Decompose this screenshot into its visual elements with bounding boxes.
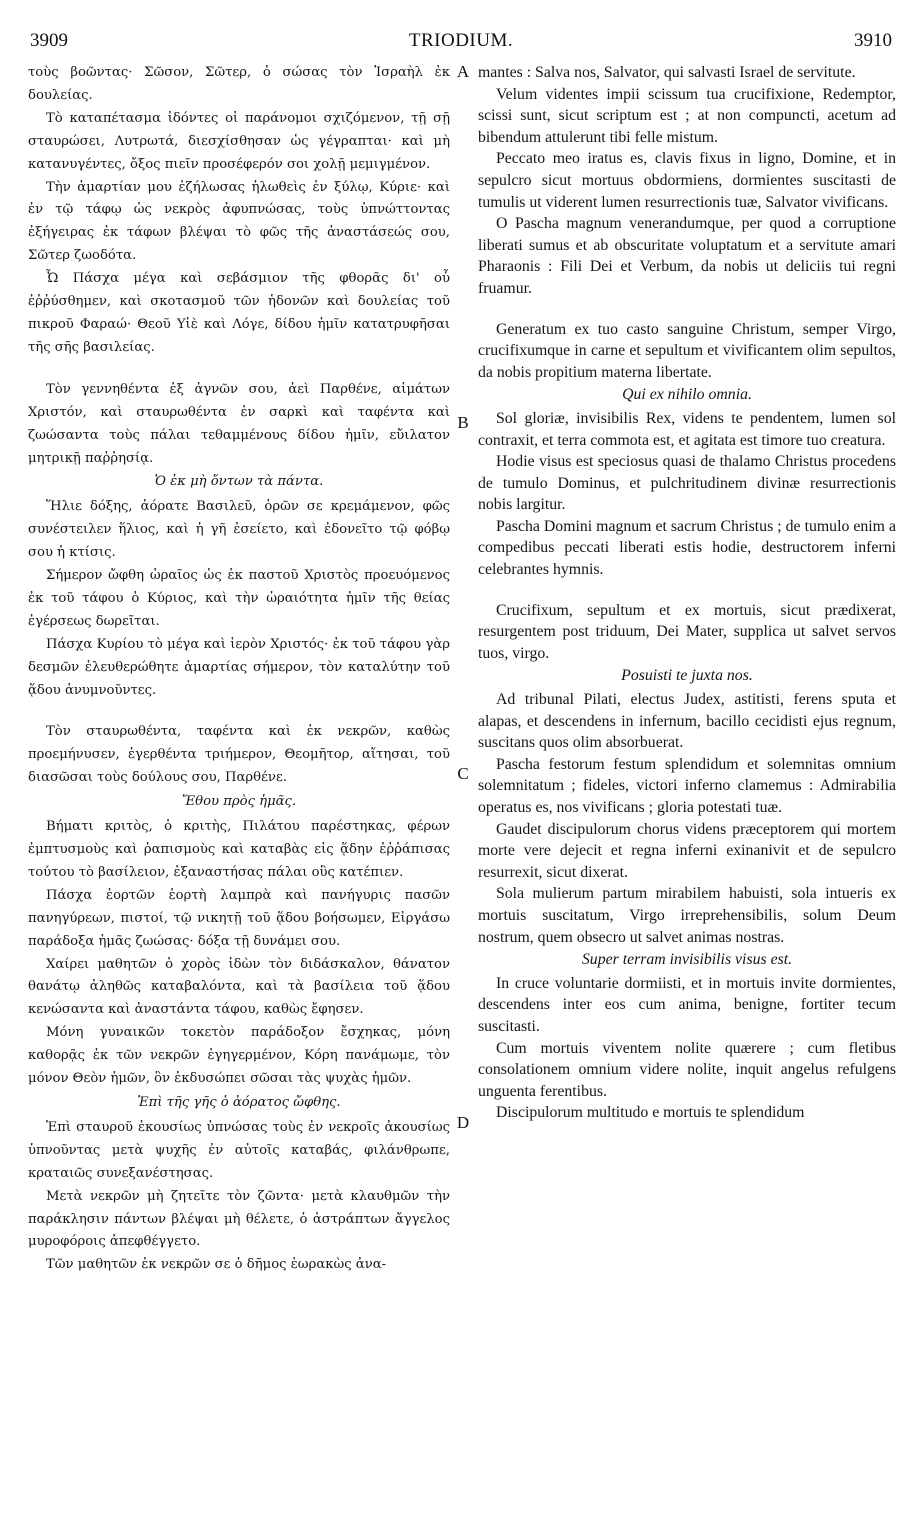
greek-troparion: Ὦ Πάσχα μέγα καὶ σεβάσμιον τῆς φθορᾶς δι' οὗ ἐῤῥύσθημεν, καὶ σκοτασμοῦ τῶν ἡδονῶν καὶ δουλείας τοῦ πικροῦ Φαραώ· Θεοῦ Υἱὲ καὶ Λόγε, δίδου ἡμῖν κατατρυφῆσαι τῆς σῆς βασιλείας. xyxy=(28,271,450,355)
latin-troparion: Sola mulierum partum mirabilem habuisti, sola intueris ex mortuis suscitatum, Virgo irreprehensibilis, solum Deum nostrum, quem obsecro ut salvet animas nostras. xyxy=(478,885,896,946)
latin-troparion: mantes : Salva nos, Salvator, qui salvasti Israel de servitute. xyxy=(478,64,856,81)
latin-troparion: Cum mortuis viventem nolite quærere ; cum fletibus consolationem omnium videre nolite, inquit angelus refulgens unguenta ferentibus. xyxy=(478,1039,896,1100)
greek-troparion: Τὸ καταπέτασμα ἰδόντες οἱ παράνομοι σχιζόμενον, τῇ σῇ σταυρώσει, Λυτρωτά, διεσχίσθησαν ὡς γέγραπται· καὶ μὴ κατανυγέντες, ὄξος πιεῖν προσέφερόν σοι χολῇ μεμιγμένον. xyxy=(28,110,450,172)
greek-hirmos-heading: Ὁ ἐκ μὴ ὄντων τὰ πάντα. xyxy=(154,474,324,490)
greek-stanza-gap xyxy=(28,702,450,721)
latin-troparion: Pascha Domini magnum et sacrum Christus ; de tumulo enim a compedibus peccati liberati estis hodie, destructorem inferni celebrantes hymnis. xyxy=(478,517,896,579)
greek-troparion: Τὸν σταυρωθέντα, ταφέντα καὶ ἐκ νεκρῶν, καθὼς προεμήνυσεν, ἐγερθέντα τριήμερον, Θεομῆτορ, αἴτησαι, τοῦ διασῶσαι τοὺς δούλους σου, Παρθένε. xyxy=(28,724,450,786)
latin-troparion: Ad tribunal Pilati, electus Judex, astitisti, ferens sputa et alapas, et descendens in infernum, bacillo cecidisti ejus regnum, suscitans quos olim absorbuerat. xyxy=(478,691,896,752)
latin-troparion: Sol gloriæ, invisibilis Rex, videns te pendentem, lumen sol contraxit, et terra commota est, et agitata est timore tuo creatura. xyxy=(478,409,896,449)
greek-troparion: Πάσχα Κυρίου τὸ μέγα καὶ ἱερὸν Χριστός· ἐκ τοῦ τάφου γὰρ δεσμῶν ἐλευθερώθητε ἁμαρτίας σήμερον, τὸν καταλύτην τοῦ ᾅδου ἀνυμνοῦντες. xyxy=(28,636,450,698)
running-header xyxy=(30,30,892,56)
latin-troparion: Peccato meo iratus es, clavis fixus in ligno, Domine, et in sepulcro sicut mortuus obdormiens, dormientes suscitasti de tumulis ut viderent lumen resurrectionis tuæ, Salvator vivificans. xyxy=(478,150,896,211)
latin-hirmos-heading: Super terram invisibilis visus est. xyxy=(581,951,793,969)
latin-troparion: Generatum ex tuo casto sanguine Christum, semper Virgo, crucifixumque in carne et sepultum et vivificantem olim sepultos, da nobis propitium materna libertate. xyxy=(478,320,896,381)
greek-troparion: Χαίρει μαθητῶν ὁ χορὸς ἰδὼν τὸν διδάσκαλον, θάνατον θανάτῳ ἀληθῶς καταβαλόντα, καὶ τὰ βασίλεια τοῦ ᾅδου κενώσαντα καὶ ἀναστάντα τάφου, καθὼς ἔφησεν. xyxy=(28,956,450,1018)
greek-stanza-gap xyxy=(28,360,450,379)
greek-troparion: Πάσχα ἑορτῶν ἑορτὴ λαμπρὰ καὶ πανήγυρις πασῶν πανηγύρεων, πιστοί, τῷ νικητῇ τοῦ ᾅδου βοήσωμεν, Εἰργάσω παράδοξα ἡμᾶς ζωώσας· δόξα τῇ δυνάμει σου. xyxy=(28,887,450,949)
greek-troparion: Βήματι κριτὸς, ὁ κριτὴς, Πιλάτου παρέστηκας, φέρων ἐμπτυσμοὺς καὶ ῥαπισμοὺς καὶ καταβὰς εἰς ᾅδην ἐῤῥάπισας τούτου τὸ βασίλειον, ἐξαναστήσας πάλαι οὓς κατέπιεν. xyxy=(28,819,450,880)
latin-troparion: Discipulorum multitudo e mortuis te splendidum xyxy=(496,1104,805,1122)
greek-troparion: Σήμερον ὤφθη ὡραῖος ὡς ἐκ παστοῦ Χριστὸς προευόμενος ἐκ τοῦ τάφου ὁ Κύριος, καὶ τὴν ὡραιότητα ἡμῖν τῆς θείας ἐγέρσεως δωρεῖται. xyxy=(28,568,450,629)
greek-troparion: Τὴν ἁμαρτίαν μου ἐζήλωσας ἡλωθεὶς ἐν ξύλῳ, Κύριε· καὶ ἐν τῷ τάφῳ ὡς νεκρὸς ἀφυπνώσας, τοὺς ὑπνώττοντας ἐξήγειρας ἐκ τάφων βλέψαι τὸ φῶς τῆς ἀναστάσεώς σου, Σῶτερ ζωοδότα. xyxy=(28,179,450,264)
greek-hirmos-heading: Ἔθου πρὸς ἡμᾶς. xyxy=(181,794,297,810)
greek-troparion: τοὺς βοῶντας· Σῶσον, Σῶτερ, ὁ σώσας τὸν Ἰσραὴλ ἐκ δουλείας. xyxy=(28,65,450,103)
latin-troparion: In cruce voluntarie dormiisti, et in mortuis invite dormientes, descendens inter eos cum anima, benigne, fortiter tecum suscitasti. xyxy=(478,974,896,1035)
page-number-right: 3910 xyxy=(854,30,892,51)
latin-hirmos-heading: Posuisti te juxta nos. xyxy=(621,667,753,685)
latin-troparion: O Pascha magnum venerandumque, per quod a corruptione liberati sumus et ab obscuritate voluptatum et a servitute amari Pharaonis : Fili Dei et Verbum, da nobis ut deliciis tui regni fruamur. xyxy=(478,215,896,297)
latin-stanza-gap xyxy=(478,581,896,600)
greek-troparion: Ἐπὶ σταυροῦ ἑκουσίως ὑπνώσας τοὺς ἐν νεκροῖς ἀκουσίως ὑπνοῦντας μετὰ ψυχῆς ἐν αὐτοῖς καταβάς, φιλάνθρωπε, κραταιῶς συνεξανέστησας. xyxy=(28,1119,450,1181)
page-number-left: 3909 xyxy=(30,30,68,51)
greek-troparion: Ἥλιε δόξης, ἀόρατε Βασιλεῦ, ὁρῶν σε κρεμάμενον, φῶς συνέστειλεν ἥλιος, καὶ ἡ γῆ ἐσείετο, καὶ ἐδονεῖτο τῷ φόβῳ σου ἡ κτίσις. xyxy=(28,499,450,561)
section-marker-a: A xyxy=(456,62,470,81)
section-marker-c: C xyxy=(457,764,469,783)
section-marker-d: D xyxy=(456,1113,470,1132)
running-title: TRIODIUM. xyxy=(408,30,514,51)
latin-column xyxy=(478,62,896,1518)
latin-troparion: Gaudet discipulorum chorus videns præceptorem qui mortem morte vere dejecit et regna inferni exinanivit et de sepulcro resurrexit, sicut dixerat. xyxy=(478,820,896,881)
latin-stanza-gap xyxy=(478,300,896,319)
greek-troparion: Τὸν γεννηθέντα ἐξ ἁγνῶν σου, ἀεὶ Παρθένε, αἱμάτων Χριστόν, καὶ σταυρωθέντα ἐν σαρκὶ καὶ ταφέντα καὶ ζωώσαντα τοὺς πάλαι τεθαμμένους δίδου ἡμῖν, εὔιλατον μητρικῇ παῤῥησίᾳ. xyxy=(28,381,450,466)
latin-hirmos-heading: Qui ex nihilo omnia. xyxy=(622,386,752,404)
greek-column xyxy=(28,62,450,1518)
greek-troparion: Μόνη γυναικῶν τοκετὸν παράδοξον ἔσχηκας, μόνη καθορᾷς ἐκ τῶν νεκρῶν ἐγηγερμένον, Κόρη πανάμωμε, τὸν μόνον Θεὸν ἡμῶν, ὃν ἐκδυσώπει σῶσαι τὰς ψυχὰς ἡμῶν. xyxy=(28,1025,450,1087)
section-marker-b: B xyxy=(457,413,469,432)
greek-troparion: Μετὰ νεκρῶν μὴ ζητεῖτε τὸν ζῶντα· μετὰ κλαυθμῶν τὴν παράκλησιν πάντων βλέψαι μὴ θέλετε, ὁ ἀστράπτων ἄγγελος μυροφόροις ἀπεφθέγγετο. xyxy=(28,1188,450,1250)
latin-troparion: Velum videntes impii scissum tua crucifixione, Redemptor, scissi sunt, sicut scriptum est ; at non compuncti, acetum ad bibendum attulerunt tibi felle mistum. xyxy=(478,85,896,146)
greek-troparion: Τῶν μαθητῶν ἐκ νεκρῶν σε ὁ δῆμος ἑωρακὼς ἀνα- xyxy=(46,1257,387,1273)
latin-troparion: Hodie visus est speciosus quasi de thalamo Christus procedens de tumulo Dominus, et pulchritudinem divinæ resurrectionis nobis largitur. xyxy=(478,453,896,514)
greek-hirmos-heading: Ἐπὶ τῆς γῆς ὁ ἀόρατος ὤφθης. xyxy=(137,1094,341,1110)
latin-troparion: Crucifixum, sepultum et ex mortuis, sicut prædixerat, resurgentem post triduum, Dei Mater, supplica ut salvet servos tuos, virgo. xyxy=(478,601,896,662)
latin-troparion: Pascha festorum festum splendidum et solemnitas omnium solemnitatum ; fideles, victori inferno clamemus : Admirabilia operatus es, nos vivificans ; gloria potestati tuæ. xyxy=(478,755,896,816)
